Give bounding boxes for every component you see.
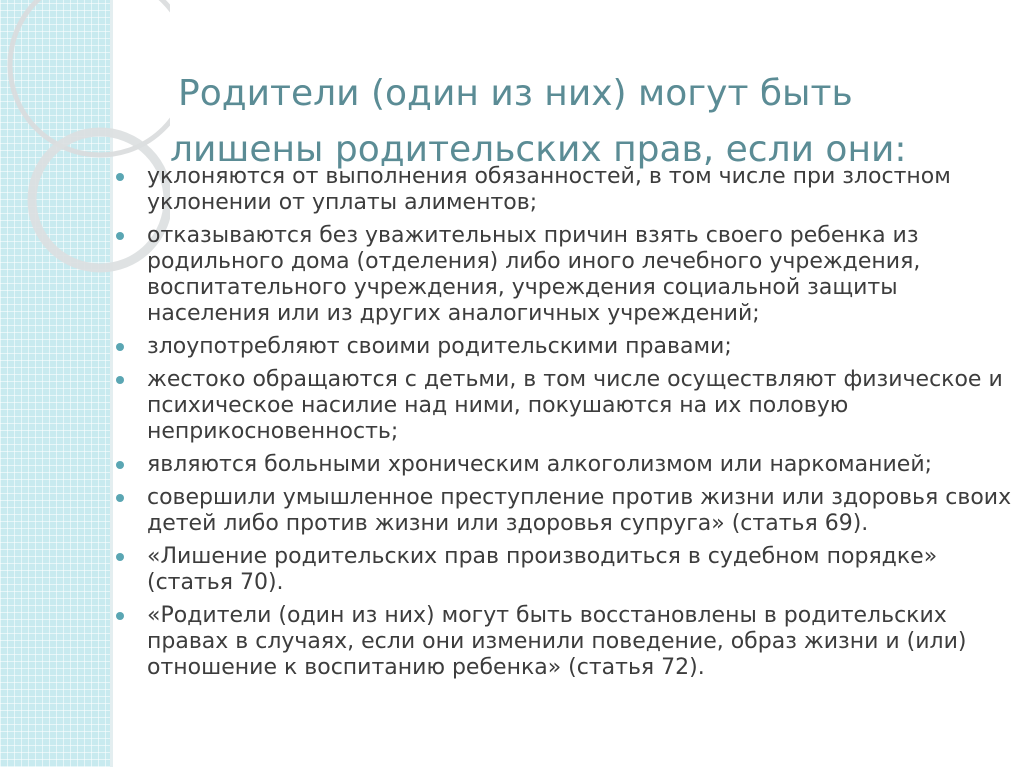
list-item-text: «Родители (один из них) могут быть восстановлены в родительских правах в случаях, если они изменили поведение, образ жизни и (или) отношение к воспитанию ребенка» (статья 72). bbox=[147, 603, 967, 680]
list-item bbox=[114, 223, 1014, 327]
title-line-1: Родители (один из них) могут быть bbox=[178, 73, 853, 115]
title-line-2: лишены родительских прав, если они: bbox=[170, 129, 907, 171]
bullet-icon bbox=[116, 376, 124, 384]
list-item-text: совершили умышленное преступление против жизни или здоровья своих детей либо против жизни или здоровья супруга» (статья 69). bbox=[147, 485, 1012, 536]
bullet-icon bbox=[116, 343, 124, 351]
bullet-icon bbox=[116, 461, 124, 469]
list-item bbox=[114, 603, 1014, 681]
list-item bbox=[114, 164, 1014, 216]
list-item-text: являются больными хроническим алкоголизмом или наркоманией; bbox=[147, 452, 933, 477]
list-item bbox=[114, 367, 1014, 445]
bullet-icon bbox=[116, 494, 124, 502]
list-item-text: «Лишение родительских прав производиться в судебном порядке» (статья 70). bbox=[147, 544, 938, 595]
bullet-icon bbox=[116, 612, 124, 620]
bullet-icon bbox=[116, 232, 124, 240]
list-item bbox=[114, 544, 1014, 596]
list-item bbox=[114, 485, 1014, 537]
page-title bbox=[170, 66, 990, 178]
list-item-text: уклоняются от выполнения обязанностей, в том числе при злостном уклонении от уплаты алиментов; bbox=[147, 164, 951, 215]
conditions-list bbox=[114, 164, 1014, 688]
list-item-text: злоупотребляют своими родительскими правами; bbox=[147, 334, 732, 359]
list-item bbox=[114, 334, 1014, 360]
list-item-text: жестоко обращаются с детьми, в том числе осуществляют физическое и психическое насилие над ними, покушаются на их половую неприкосновенность; bbox=[147, 367, 1003, 444]
list-item-text: отказываются без уважительных причин взять своего ребенка из родильного дома (отделения) либо иного лечебного учреждения, воспитательного учреждения, учреждения социальной защиты населения или из других аналогичных учреждений; bbox=[147, 223, 921, 326]
bullet-icon bbox=[116, 173, 124, 181]
list-item bbox=[114, 452, 1014, 478]
bullet-icon bbox=[116, 553, 124, 561]
